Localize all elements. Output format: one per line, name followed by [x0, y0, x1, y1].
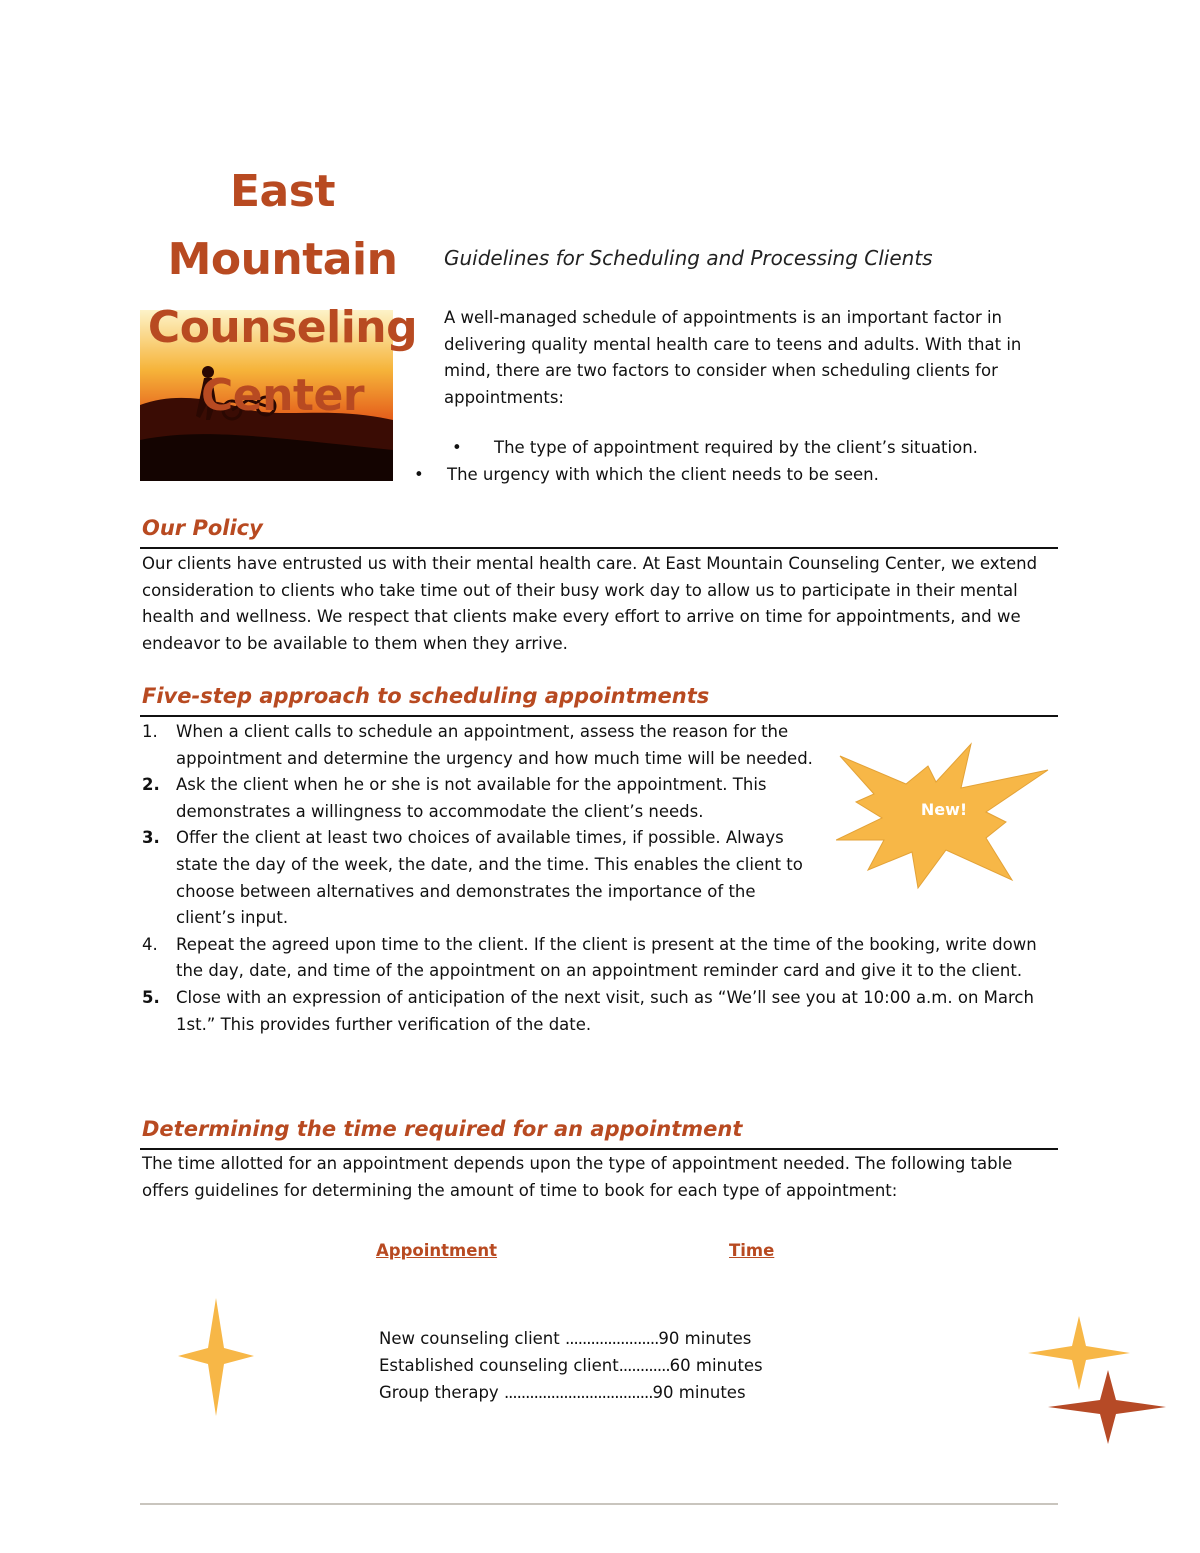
appointment-time: 90 minutes: [652, 1383, 746, 1402]
table-row: [379, 1325, 751, 1352]
step-item: [142, 719, 816, 772]
title-line: Mountain: [167, 234, 398, 285]
table-row: [379, 1379, 746, 1406]
leader-dots: ............: [618, 1356, 670, 1375]
step-text: Offer the client at least two choices of available times, if possible. Always state the day of the week, the date, and the time. This enables the client to choose between alternatives and demonstrates the importance of the client’s input.: [176, 828, 803, 928]
star-icon: [1048, 1370, 1166, 1444]
leader-dots: ......................: [564, 1329, 659, 1348]
intro-bullet: The type of appointment required by the client’s situation.: [494, 438, 978, 457]
intro-paragraph: A well-managed schedule of appointments is an important factor in delivering quality mental health care to teens and adults. With that in mind, there are two factors to consider when scheduling clients for appointments:: [444, 308, 1022, 407]
step-number: 5.: [142, 987, 160, 1007]
step-item: [142, 985, 1062, 1038]
section-divider: [140, 547, 1058, 549]
policy-paragraph: Our clients have entrusted us with their mental health care. At East Mountain Counseling Center, we extend consideration to clients who take time out of their busy work day to allow us to participate in their mental health and wellness. We respect that clients make every effort to arrive on time for appointments, and we endeavor to be available to them when they arrive.: [142, 554, 1038, 653]
intro-bullet: The urgency with which the client needs to be seen.: [447, 465, 879, 484]
step-number: 4.: [142, 934, 158, 954]
section-divider: [140, 715, 1058, 717]
timing-heading: Determining the time required for an appointment: [142, 1117, 743, 1141]
step-number: 1.: [142, 722, 158, 741]
step-text: Repeat the agreed upon time to the client. If the client is present at the time of the booking, write down the day, date, and time of the appointment on an appointment reminder card and give it to the client.: [176, 934, 1037, 981]
table-row: [379, 1352, 763, 1379]
step-number: 3.: [142, 828, 160, 848]
appointment-time: 60 minutes: [669, 1356, 763, 1375]
appointment-type: Group therapy: [379, 1383, 504, 1402]
column-header-time: Time: [729, 1241, 775, 1260]
policy-heading: Our Policy: [142, 516, 263, 540]
column-header-appointment: Appointment: [376, 1241, 498, 1260]
step-text: Ask the client when he or she is not available for the appointment. This demonstrates a willingness to accommodate the client’s needs.: [176, 775, 767, 821]
footer-divider: [140, 1503, 1058, 1505]
title-line: Center: [200, 370, 365, 421]
section-divider: [140, 1148, 1058, 1150]
title-line: East: [230, 166, 335, 217]
step-text: When a client calls to schedule an appointment, assess the reason for the appointment and determine the urgency and how much time will be needed.: [176, 722, 813, 768]
organization-title: [140, 158, 425, 430]
document-subtitle: Guidelines for Scheduling and Processing Clients: [444, 246, 933, 270]
step-number: 2.: [142, 775, 160, 795]
star-icon: [178, 1298, 254, 1416]
step-item: [142, 772, 816, 825]
title-line: Counseling: [147, 302, 418, 353]
appointment-type: New counseling client: [379, 1329, 565, 1348]
appointment-type: Established counseling client: [379, 1356, 619, 1375]
approach-heading: Five-step approach to scheduling appointments: [142, 684, 710, 708]
bullet-icon: •: [414, 465, 424, 484]
appointment-time: 90 minutes: [658, 1329, 752, 1348]
step-text: Close with an expression of anticipation of the next visit, such as “We’ll see you at 10:00 a.m. on March 1st.” This provides further verification of the date.: [176, 987, 1034, 1034]
step-item: [142, 932, 1062, 985]
leader-dots: ...................................: [503, 1383, 653, 1402]
step-item: [142, 825, 816, 931]
new-badge-label: New!: [920, 800, 968, 819]
timing-paragraph: The time allotted for an appointment depends upon the type of appointment needed. The following table offers guidelines for determining the amount of time to book for each type of appointment:: [142, 1154, 1013, 1200]
bullet-icon: •: [452, 438, 462, 457]
